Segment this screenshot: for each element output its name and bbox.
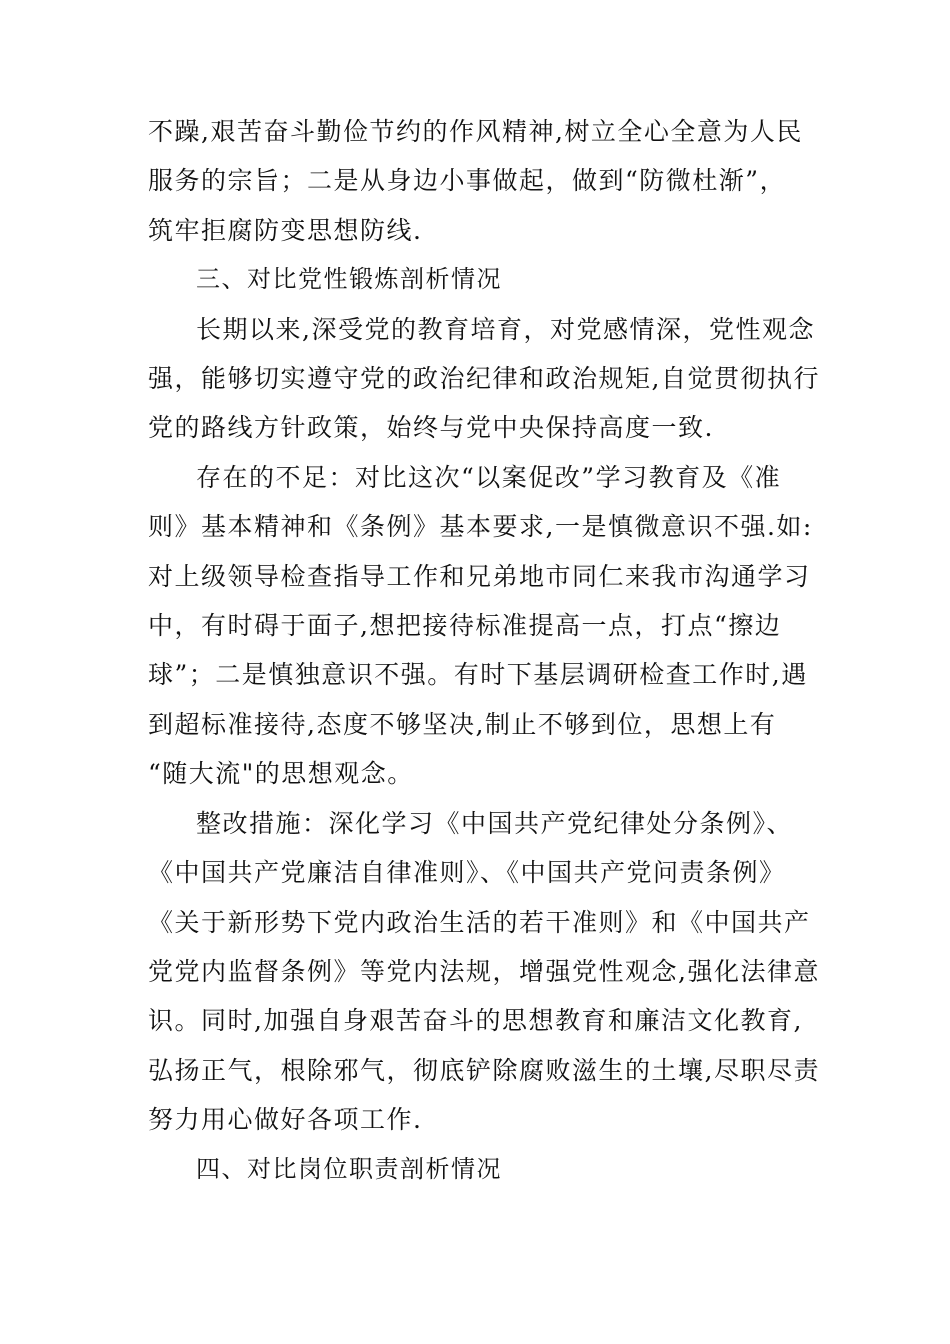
- text-line: 党的路线方针政策，始终与党中央保持高度一致.: [148, 413, 714, 443]
- text-line: 中，有时碍于面子,想把接待标准提高一点，打点“擦边: [148, 611, 782, 641]
- document-body: [148, 107, 828, 1194]
- text-line: 《中国共产党廉洁自律准则》、《中国共产党问责条例》: [148, 858, 786, 888]
- section-heading-4: 四、对比岗位职责剖析情况: [196, 1154, 502, 1183]
- paragraph-rectification: [148, 799, 828, 1145]
- text-line: 不躁,艰苦奋斗勤俭节约的作风精神,树立全心全意为人民: [148, 117, 803, 146]
- text-line: 则》基本精神和《条例》基本要求,一是慎微意识不强.如:: [148, 512, 813, 542]
- text-line: 对上级领导检查指导工作和兄弟地市同仁来我市沟通学习: [148, 561, 811, 591]
- text-line: 筑牢拒腐防变思想防线.: [148, 215, 423, 245]
- text-line: 长期以来,深受党的教育培育，对党感情深，党性观念: [196, 314, 815, 344]
- text-line: 识。同时,加强自身艰苦奋斗的思想教育和廉洁文化教育,: [148, 1006, 803, 1036]
- text-line: 服务的宗旨；二是从身边小事做起，做到“防微杜渐”，: [148, 166, 787, 196]
- text-line: 存在的不足：对比这次“以案促改”学习教育及《准: [196, 462, 782, 492]
- section-heading-3: 三、对比党性锻炼剖析情况: [196, 265, 502, 294]
- text-line: 弘扬正气，根除邪气，彻底铲除腐败滋生的土壤,尽职尽责: [148, 1055, 820, 1085]
- text-line: 党党内监督条例》等党内法规，增强党性观念,强化法律意: [148, 956, 820, 986]
- text-line: 球”；二是慎独意识不强。有时下基层调研检查工作时,遇: [148, 660, 808, 690]
- paragraph-party-spirit: [148, 305, 828, 453]
- text-line: “随大流"的思想观念。: [148, 759, 414, 789]
- text-line: 《关于新形势下党内政治生活的若干准则》和《中国共产: [148, 907, 811, 937]
- paragraph-continuation: [148, 107, 828, 255]
- text-line: 强，能够切实遵守党的政治纪律和政治规矩,自觉贯彻执行: [148, 364, 820, 394]
- paragraph-shortcomings: [148, 453, 828, 799]
- text-line: 努力用心做好各项工作.: [148, 1105, 423, 1135]
- text-line: 到超标准接待,态度不够坚决,制止不够到位，思想上有: [148, 709, 777, 739]
- text-line: 整改措施：深化学习《中国共产党纪律处分条例》、: [196, 808, 794, 838]
